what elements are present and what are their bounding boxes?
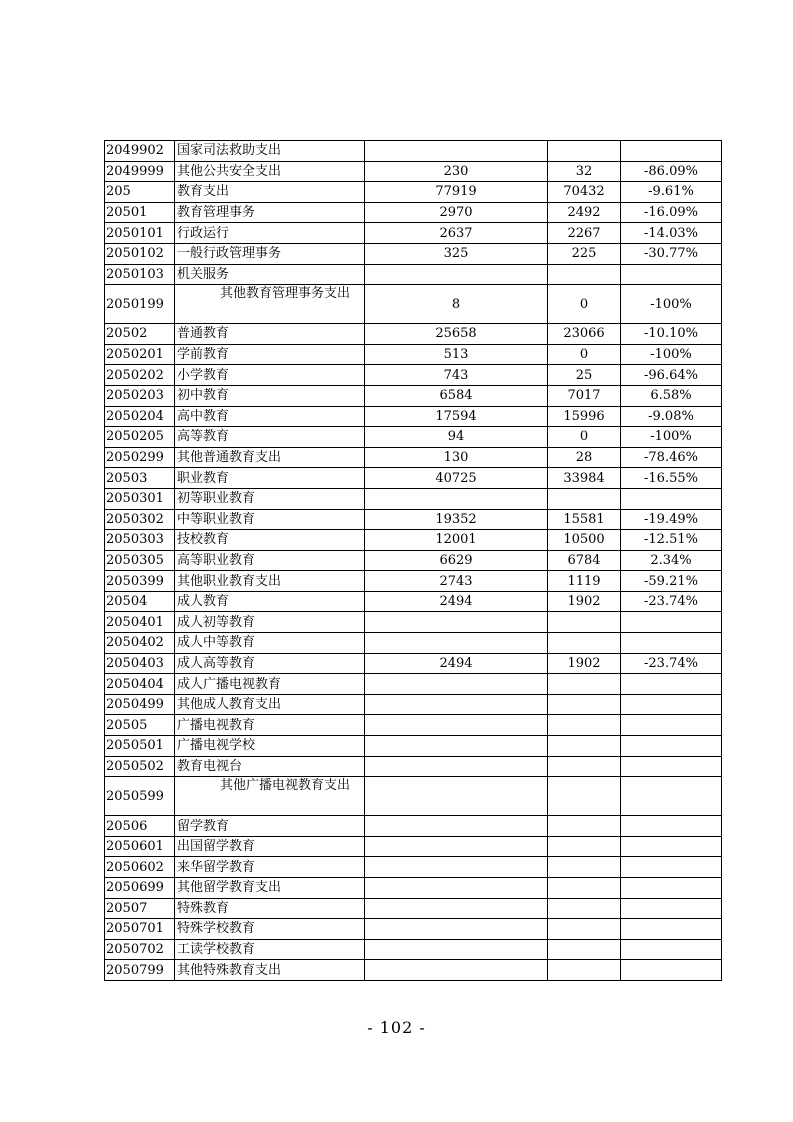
change-percent [621, 694, 722, 715]
item-name: 其他成人教育支出 [175, 694, 365, 715]
value-prior [365, 612, 548, 633]
value-current: 2267 [548, 223, 621, 244]
change-percent [621, 756, 722, 777]
value-current: 0 [548, 285, 621, 324]
table-row [105, 530, 722, 551]
table-row [105, 406, 722, 427]
change-percent [621, 715, 722, 736]
item-name: 初中教育 [175, 385, 365, 406]
change-percent [621, 898, 722, 919]
value-current: 6784 [548, 550, 621, 571]
value-prior: 6629 [365, 550, 548, 571]
value-prior [365, 777, 548, 816]
table-row [105, 365, 722, 386]
value-prior [365, 633, 548, 654]
change-percent [621, 816, 722, 837]
item-name: 机关服务 [175, 264, 365, 285]
change-percent: -59.21% [621, 571, 722, 592]
value-current [548, 264, 621, 285]
value-prior: 2494 [365, 591, 548, 612]
item-name: 一般行政管理事务 [175, 243, 365, 264]
value-current: 15996 [548, 406, 621, 427]
value-prior [365, 836, 548, 857]
change-percent [621, 488, 722, 509]
item-name: 职业教育 [175, 468, 365, 489]
table-row [105, 836, 722, 857]
value-current [548, 878, 621, 899]
value-prior: 743 [365, 365, 548, 386]
value-current [548, 898, 621, 919]
value-prior: 230 [365, 161, 548, 182]
change-percent: 2.34% [621, 550, 722, 571]
item-code: 2050305 [105, 550, 175, 571]
change-percent [621, 736, 722, 757]
change-percent: -10.10% [621, 324, 722, 345]
table-row [105, 736, 722, 757]
item-name: 高等教育 [175, 427, 365, 448]
item-name: 行政运行 [175, 223, 365, 244]
item-code: 2050201 [105, 344, 175, 365]
item-code: 205 [105, 182, 175, 203]
table-row [105, 264, 722, 285]
change-percent: -86.09% [621, 161, 722, 182]
value-prior [365, 674, 548, 695]
change-percent: -16.09% [621, 202, 722, 223]
value-prior: 6584 [365, 385, 548, 406]
budget-table [104, 140, 722, 981]
item-name: 出国留学教育 [175, 836, 365, 857]
change-percent [621, 919, 722, 940]
item-name: 其他教育管理事务支出 [220, 286, 351, 302]
value-prior: 8 [365, 285, 548, 324]
change-percent: -30.77% [621, 243, 722, 264]
change-percent: -12.51% [621, 530, 722, 551]
table-row [105, 141, 722, 162]
item-name: 普通教育 [175, 324, 365, 345]
item-name: 其他职业教育支出 [175, 571, 365, 592]
change-percent [621, 836, 722, 857]
change-percent: -96.64% [621, 365, 722, 386]
item-name-cell [175, 285, 365, 324]
value-current: 33984 [548, 468, 621, 489]
page-number: - 102 - [367, 1018, 426, 1037]
item-name: 其他留学教育支出 [175, 878, 365, 899]
value-prior [365, 756, 548, 777]
value-prior: 25658 [365, 324, 548, 345]
table-row [105, 878, 722, 899]
value-prior [365, 488, 548, 509]
item-name: 其他广播电视教育支出 [220, 778, 351, 794]
table-row [105, 488, 722, 509]
item-name: 初等职业教育 [175, 488, 365, 509]
value-prior: 2970 [365, 202, 548, 223]
value-prior [365, 960, 548, 981]
value-prior [365, 715, 548, 736]
value-current [548, 756, 621, 777]
item-name: 成人高等教育 [175, 653, 365, 674]
value-current [548, 488, 621, 509]
table-row [105, 939, 722, 960]
value-prior: 77919 [365, 182, 548, 203]
item-code: 2049902 [105, 141, 175, 162]
value-current: 0 [548, 427, 621, 448]
table-row [105, 509, 722, 530]
value-prior: 2637 [365, 223, 548, 244]
item-code: 2050303 [105, 530, 175, 551]
item-code: 2050204 [105, 406, 175, 427]
value-current [548, 960, 621, 981]
item-name: 教育管理事务 [175, 202, 365, 223]
item-name: 教育支出 [175, 182, 365, 203]
change-percent: -9.08% [621, 406, 722, 427]
item-name: 广播电视教育 [175, 715, 365, 736]
table-row [105, 694, 722, 715]
item-code: 2050599 [105, 777, 175, 816]
item-code: 2050103 [105, 264, 175, 285]
value-current: 70432 [548, 182, 621, 203]
value-current [548, 919, 621, 940]
item-code: 20507 [105, 898, 175, 919]
table-row [105, 285, 722, 324]
value-prior: 94 [365, 427, 548, 448]
value-current [548, 612, 621, 633]
item-name: 广播电视学校 [175, 736, 365, 757]
table-row [105, 243, 722, 264]
value-prior [365, 898, 548, 919]
value-prior: 2743 [365, 571, 548, 592]
item-name: 成人教育 [175, 591, 365, 612]
item-name: 学前教育 [175, 344, 365, 365]
value-current: 23066 [548, 324, 621, 345]
item-code: 2050402 [105, 633, 175, 654]
item-code: 2050799 [105, 960, 175, 981]
item-code: 2050403 [105, 653, 175, 674]
item-code: 2050401 [105, 612, 175, 633]
value-prior: 513 [365, 344, 548, 365]
value-prior: 12001 [365, 530, 548, 551]
value-current [548, 777, 621, 816]
value-current: 1902 [548, 591, 621, 612]
value-current: 28 [548, 447, 621, 468]
value-prior [365, 736, 548, 757]
change-percent: -78.46% [621, 447, 722, 468]
table-row [105, 591, 722, 612]
value-prior [365, 878, 548, 899]
change-percent [621, 878, 722, 899]
item-code: 2050602 [105, 857, 175, 878]
item-code: 2050199 [105, 285, 175, 324]
item-code: 2050499 [105, 694, 175, 715]
table-row [105, 571, 722, 592]
value-prior [365, 939, 548, 960]
item-name: 成人广播电视教育 [175, 674, 365, 695]
table-row [105, 919, 722, 940]
item-code: 20501 [105, 202, 175, 223]
value-prior [365, 816, 548, 837]
value-current: 1902 [548, 653, 621, 674]
value-current: 15581 [548, 509, 621, 530]
change-percent: -16.55% [621, 468, 722, 489]
item-code: 2050101 [105, 223, 175, 244]
table-row [105, 385, 722, 406]
table-row [105, 960, 722, 981]
item-name: 高中教育 [175, 406, 365, 427]
value-current [548, 857, 621, 878]
change-percent: 6.58% [621, 385, 722, 406]
change-percent [621, 857, 722, 878]
table-row [105, 468, 722, 489]
item-code: 2050299 [105, 447, 175, 468]
table-row [105, 816, 722, 837]
value-prior [365, 264, 548, 285]
item-name: 教育电视台 [175, 756, 365, 777]
value-prior: 130 [365, 447, 548, 468]
table-body [105, 141, 722, 981]
value-current: 10500 [548, 530, 621, 551]
value-prior [365, 857, 548, 878]
item-name: 高等职业教育 [175, 550, 365, 571]
item-code: 2050202 [105, 365, 175, 386]
value-current [548, 633, 621, 654]
item-name: 工读学校教育 [175, 939, 365, 960]
table-row [105, 612, 722, 633]
value-current: 0 [548, 344, 621, 365]
value-prior: 17594 [365, 406, 548, 427]
table-row [105, 202, 722, 223]
table-row [105, 633, 722, 654]
item-name: 特殊教育 [175, 898, 365, 919]
table-row [105, 756, 722, 777]
value-current [548, 674, 621, 695]
item-code: 2050699 [105, 878, 175, 899]
item-code: 2049999 [105, 161, 175, 182]
table-row [105, 182, 722, 203]
change-percent: -100% [621, 344, 722, 365]
value-current: 25 [548, 365, 621, 386]
change-percent [621, 777, 722, 816]
item-code: 2050501 [105, 736, 175, 757]
table-row [105, 898, 722, 919]
item-name: 国家司法救助支出 [175, 141, 365, 162]
table-row [105, 715, 722, 736]
table-row [105, 777, 722, 816]
item-name: 留学教育 [175, 816, 365, 837]
item-code: 20503 [105, 468, 175, 489]
table-row [105, 447, 722, 468]
change-percent: -100% [621, 427, 722, 448]
change-percent [621, 141, 722, 162]
value-prior: 19352 [365, 509, 548, 530]
item-code: 2050301 [105, 488, 175, 509]
table-row [105, 857, 722, 878]
value-current [548, 694, 621, 715]
value-current: 1119 [548, 571, 621, 592]
value-current: 2492 [548, 202, 621, 223]
item-code: 2050102 [105, 243, 175, 264]
change-percent [621, 960, 722, 981]
item-name: 技校教育 [175, 530, 365, 551]
value-prior [365, 694, 548, 715]
item-code: 20506 [105, 816, 175, 837]
change-percent: -9.61% [621, 182, 722, 203]
item-name-cell [175, 777, 365, 816]
value-current [548, 736, 621, 757]
item-name: 其他特殊教育支出 [175, 960, 365, 981]
value-current: 225 [548, 243, 621, 264]
item-code: 20505 [105, 715, 175, 736]
item-name: 中等职业教育 [175, 509, 365, 530]
table-row [105, 223, 722, 244]
change-percent: -14.03% [621, 223, 722, 244]
item-name: 特殊学校教育 [175, 919, 365, 940]
item-code: 2050399 [105, 571, 175, 592]
value-current [548, 939, 621, 960]
item-name: 小学教育 [175, 365, 365, 386]
item-name: 来华留学教育 [175, 857, 365, 878]
item-code: 20504 [105, 591, 175, 612]
table-row [105, 344, 722, 365]
item-code: 2050502 [105, 756, 175, 777]
change-percent: -23.74% [621, 653, 722, 674]
value-current [548, 816, 621, 837]
value-current [548, 836, 621, 857]
change-percent [621, 939, 722, 960]
item-code: 2050701 [105, 919, 175, 940]
item-code: 2050702 [105, 939, 175, 960]
item-code: 2050205 [105, 427, 175, 448]
value-current: 32 [548, 161, 621, 182]
change-percent: -19.49% [621, 509, 722, 530]
item-code: 2050203 [105, 385, 175, 406]
change-percent [621, 633, 722, 654]
change-percent [621, 674, 722, 695]
table-row [105, 427, 722, 448]
change-percent: -23.74% [621, 591, 722, 612]
item-code: 20502 [105, 324, 175, 345]
table-row [105, 653, 722, 674]
value-prior: 40725 [365, 468, 548, 489]
table-row [105, 324, 722, 345]
value-current [548, 141, 621, 162]
item-name: 其他公共安全支出 [175, 161, 365, 182]
table-row [105, 550, 722, 571]
table-row [105, 161, 722, 182]
item-name: 其他普通教育支出 [175, 447, 365, 468]
value-current: 7017 [548, 385, 621, 406]
item-name: 成人初等教育 [175, 612, 365, 633]
change-percent: -100% [621, 285, 722, 324]
value-current [548, 715, 621, 736]
value-prior: 2494 [365, 653, 548, 674]
item-name: 成人中等教育 [175, 633, 365, 654]
value-prior [365, 141, 548, 162]
value-prior: 325 [365, 243, 548, 264]
item-code: 2050404 [105, 674, 175, 695]
change-percent [621, 264, 722, 285]
table-row [105, 674, 722, 695]
change-percent [621, 612, 722, 633]
item-code: 2050302 [105, 509, 175, 530]
item-code: 2050601 [105, 836, 175, 857]
value-prior [365, 919, 548, 940]
